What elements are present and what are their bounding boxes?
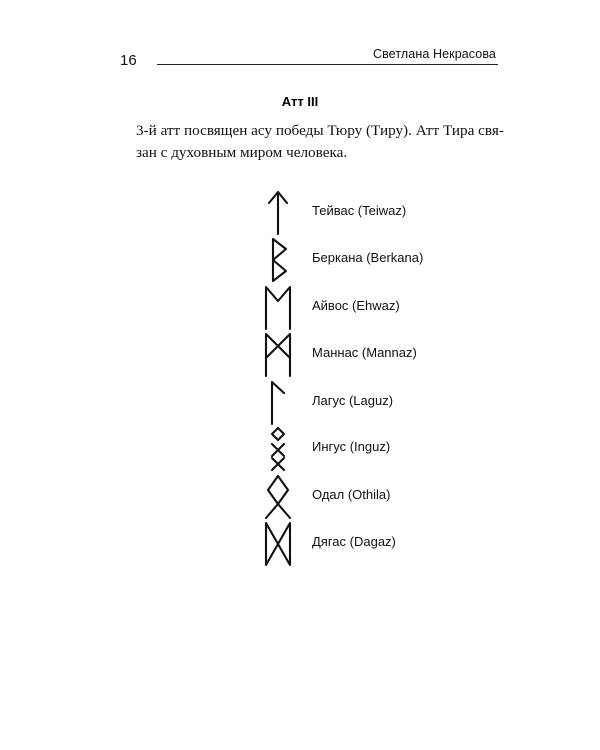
rune-label: Айвос (Ehwaz) [312, 298, 400, 313]
intro-line: 3-й атт посвящен асу победы Тюру (Тиру). Атт Тира свя- [136, 122, 504, 139]
dagaz-rune-icon [258, 521, 298, 567]
rune-row-othila [250, 474, 550, 520]
rune-row-dagaz [250, 521, 550, 567]
rune-label: Лагус (Laguz) [312, 393, 394, 408]
rune-label: Дягас (Dagaz) [312, 534, 396, 549]
running-title: Светлана Некрасова [372, 47, 496, 61]
ehwaz-rune-icon [258, 285, 298, 331]
mannaz-rune-icon [258, 332, 298, 378]
inguz-rune-icon [258, 426, 298, 472]
rune-row-ehwaz [250, 285, 550, 331]
teiwaz-rune-icon [258, 190, 298, 236]
section-heading: Атт III [281, 94, 319, 109]
rune-row-laguz [250, 380, 550, 426]
rune-label: Маннас (Mannaz) [312, 345, 417, 360]
rune-label: Ингус (Inguz) [312, 439, 391, 454]
rune-row-berkana [250, 237, 550, 283]
intro-line: зан с духовным миром человека. [136, 144, 348, 161]
page-number: 16 [120, 52, 137, 69]
rune-label: Одал (Othila) [312, 487, 391, 502]
rune-row-teiwaz [250, 190, 550, 236]
berkana-rune-icon [258, 237, 298, 283]
rune-row-inguz [250, 426, 550, 472]
rune-row-mannaz [250, 332, 550, 378]
rune-label: Беркана (Berkana) [312, 250, 424, 265]
othila-rune-icon [258, 474, 298, 520]
laguz-rune-icon [258, 380, 298, 426]
rune-label: Тейвас (Teiwaz) [312, 203, 407, 218]
